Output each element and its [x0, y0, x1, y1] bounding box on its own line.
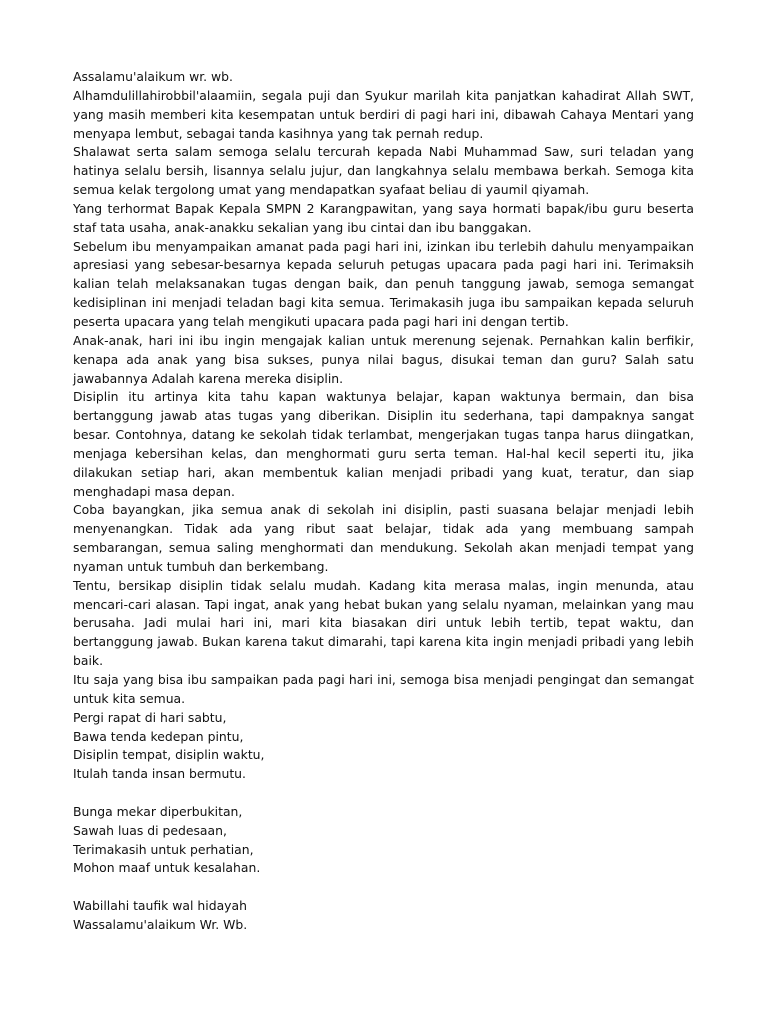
- pantun-line: Itulah tanda insan bermutu.: [73, 766, 246, 782]
- paragraph-discipline-meaning: Disiplin itu artinya kita tahu kapan waktunya belajar, kapan waktunya bermain, dan bisa bertanggung jawab atas tugas yang diberikan. Disiplin itu sederhana, tapi dampaknya sangat besar. Contohnya, datang ke sekolah tidak terlambat, mengerjakan tugas tanpa harus diingatkan, menjaga kebersihan kelas, dan menghormati guru serta teman. Hal-hal kecil seperti itu, jika dilakukan setiap hari, akan membentuk kalian menjadi pribadi yang kuat, teratur, dan siap menghadapi masa depan.: [73, 389, 694, 499]
- paragraph-appreciation: Sebelum ibu menyampaikan amanat pada pagi hari ini, izinkan ibu terlebih dahulu menyampaikan apresiasi yang sebesar-besarnya kepada seluruh petugas upacara pada pagi hari ini. Terimaksih kalian telah melaksanakan tugas dengan baik, dan penuh tanggung jawab, semoga semangat kedisiplinan ini menjadi teladan bagi kita semua. Terimakasih juga ibu sampaikan kepada seluruh peserta upacara yang telah mengikuti upacara pada pagi hari ini dengan tertib.: [73, 238, 694, 329]
- paragraph-challenge: Tentu, bersikap disiplin tidak selalu mudah. Kadang kita merasa malas, ingin menunda, atau mencari-cari alasan. Tapi ingat, anak yang hebat bukan yang selalu nyaman, melainkan yang mau berusaha. Jadi mulai hari ini, mari kita biasakan diri untuk lebih tertib, tepat waktu, dan bertanggung jawab. Bukan karena takut dimarahi, tapi karena kita ingin menjadi pribadi yang lebih baik.: [73, 577, 694, 669]
- pantun-closing: [73, 803, 694, 878]
- pantun-line: Bunga mekar diperbukitan,: [73, 803, 243, 819]
- paragraph-praise: Alhamdulillahirobbil'alaamiin, segala puji dan Syukur marilah kita panjatkan kahadirat Allah SWT, yang masih memberi kita kesempatan untuk berdiri di pagi hari ini, dibawah Cahaya Mentari yang menyapa lembut, sebagai tanda kasihnya yang tak pernah redup.: [73, 87, 694, 141]
- pantun-line: Disiplin tempat, disiplin waktu,: [73, 747, 265, 763]
- greeting: Assalamu'alaikum wr. wb.: [73, 69, 233, 84]
- paragraph-shalawat: Shalawat serta salam semoga selalu tercurah kepada Nabi Muhammad Saw, suri teladan yang hatinya selalu bersih, lisannya selalu jujur, dan langkahnya selalu membawa berkah. Semoga kita semua kelak tergolong umat yang mendapatkan syafaat beliau di yaumil qiyamah.: [73, 144, 694, 198]
- pantun-line: Mohon maaf untuk kesalahan.: [73, 860, 261, 876]
- paragraph-imagine: Coba bayangkan, jika semua anak di sekolah ini disiplin, pasti suasana belajar menjadi lebih menyenangkan. Tidak ada yang ribut saat belajar, tidak ada yang membuang sampah sembarangan, semua saling menghormati dan mendukung. Sekolah akan menjadi tempat yang nyaman untuk tumbuh dan berkembang.: [73, 502, 694, 574]
- pantun-discipline: [73, 709, 694, 784]
- closing-block: [73, 897, 694, 935]
- speech-document: [73, 68, 694, 935]
- closing-line: Wassalamu'alaikum Wr. Wb.: [73, 916, 248, 932]
- pantun-line: Terimakasih untuk perhatian,: [73, 841, 254, 857]
- pantun-line: Bawa tenda kedepan pintu,: [73, 728, 244, 744]
- paragraph-salutation: Yang terhormat Bapak Kepala SMPN 2 Karangpawitan, yang saya hormati bapak/ibu guru beserta staf tata usaha, anak-anakku sekalian yang ibu cintai dan ibu banggakan.: [73, 200, 694, 235]
- pantun-line: Sawah luas di pedesaan,: [73, 822, 227, 838]
- paragraph-reflection: Anak-anak, hari ini ibu ingin mengajak kalian untuk merenung sejenak. Pernahkan kalin berfikir, kenapa ada anak yang bisa sukses, punya nilai bagus, disukai teman dan guru? Salah satu jawabannya Adalah karena mereka disiplin.: [73, 332, 694, 386]
- paragraph-conclusion: Itu saja yang bisa ibu sampaikan pada pagi hari ini, semoga bisa menjadi pengingat dan semangat untuk kita semua.: [73, 672, 694, 706]
- closing-line: Wabillahi taufik wal hidayah: [73, 898, 247, 914]
- pantun-line: Pergi rapat di hari sabtu,: [73, 709, 227, 725]
